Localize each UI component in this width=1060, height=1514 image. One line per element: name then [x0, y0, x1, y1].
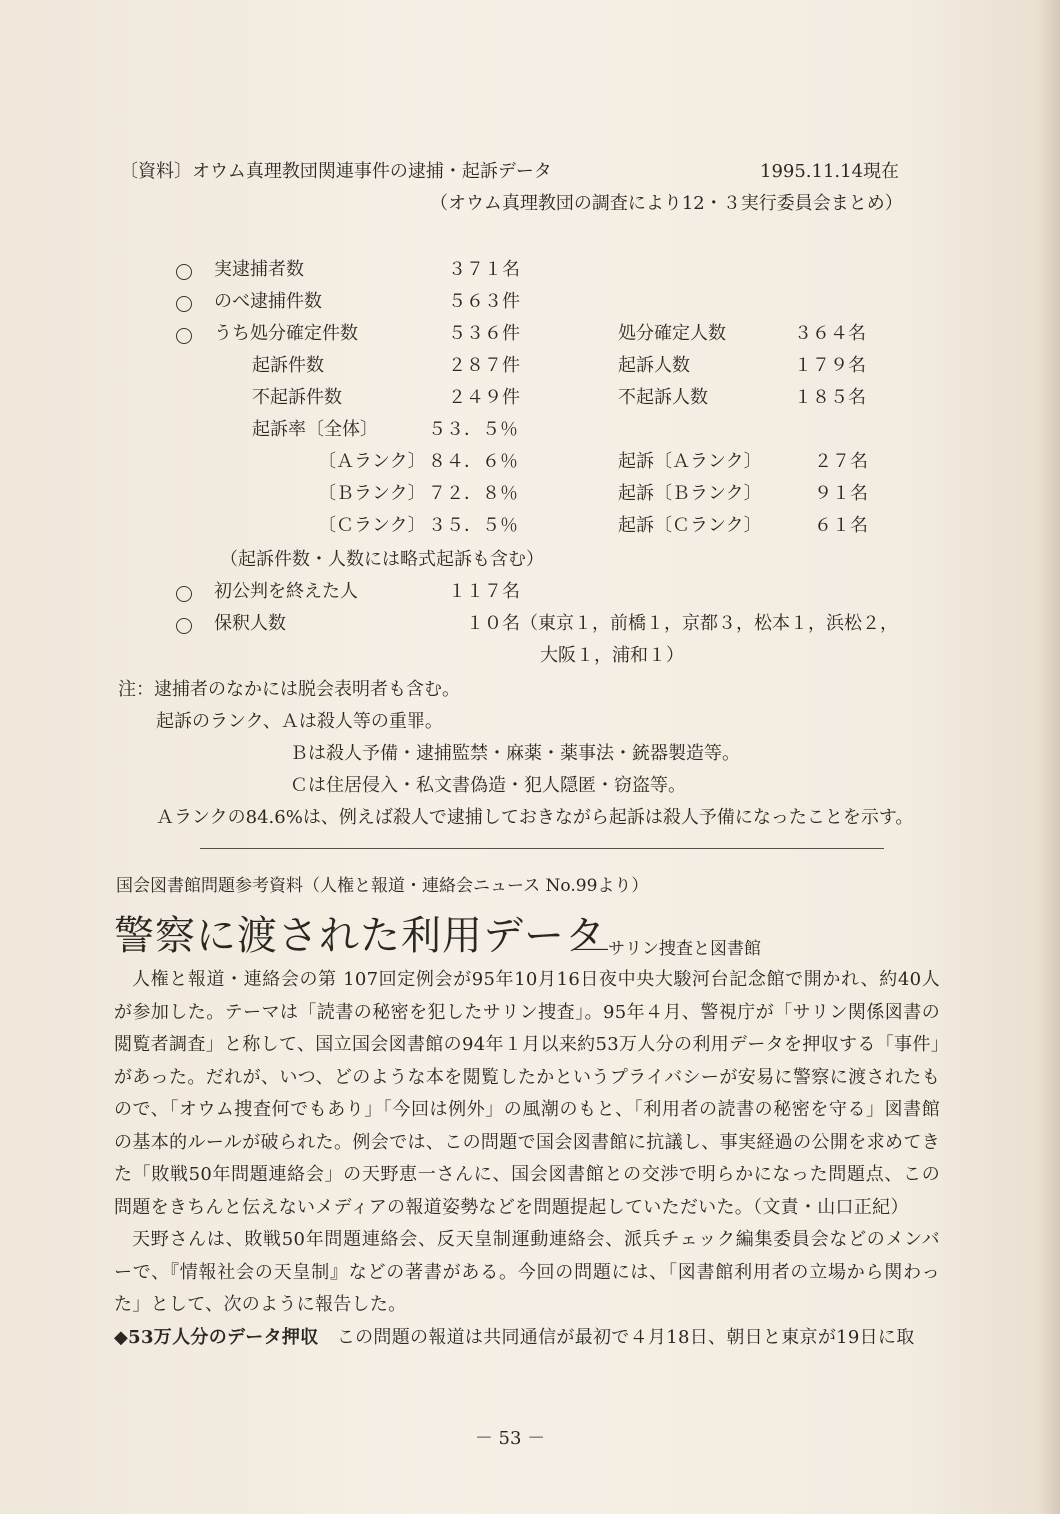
- article-paragraph: 天野さんは、敗戦50年問題連絡会、反天皇制運動連絡会、派兵チェック編集委員会などのメンバーで、『情報社会の天皇制』などの著書がある。今回の問題には、「図書館利用者の立場から関わった」として、次のように報告した。: [114, 1229, 940, 1315]
- stat-value: ３５．５％: [428, 515, 518, 536]
- stat-value: ２７名: [814, 451, 868, 472]
- stat-value: １７９名: [794, 355, 866, 376]
- stat-value: ３６４名: [794, 323, 866, 344]
- divider-rule: [200, 848, 884, 849]
- stat-label: 起訴人数: [618, 355, 690, 376]
- stat-label: 不起訴人数: [618, 387, 708, 408]
- stat-value: ５３．５％: [428, 419, 518, 440]
- note-line: 起訴のランク、Ａは殺人等の重罪。: [156, 711, 443, 732]
- stat-label: 起訴〔Ａランク〕: [618, 451, 762, 472]
- stat-value: ７２．８％: [428, 483, 518, 504]
- bullet-circle-icon: [176, 296, 192, 312]
- article-body: [114, 964, 940, 1354]
- note-line: Ａランクの84.6%は、例えば殺人で逮捕しておきながら起訴は殺人予備になったことを示す。: [156, 807, 914, 828]
- stat-label: 初公判を終えた人: [214, 581, 358, 602]
- page-edge-shadow: [1038, 0, 1060, 1514]
- stat-label: 〔Ａランク〕: [318, 451, 426, 472]
- stat-label: 不起訴件数: [252, 387, 342, 408]
- article-title: 警察に渡された利用データ: [114, 913, 606, 959]
- stat-label: のべ逮捕件数: [214, 291, 322, 312]
- article-kicker: 国会図書館問題参考資料（人権と報道・連絡会ニュース No.99より）: [116, 876, 649, 896]
- stat-value: １８５名: [794, 387, 866, 408]
- stat-label: 起訴件数: [252, 355, 324, 376]
- stat-value-cont: 大阪１，浦和１）: [540, 645, 684, 666]
- bullet-circle-icon: [176, 264, 192, 280]
- bullet-circle-icon: [176, 328, 192, 344]
- note-line: Ｃは住居侵入・私文書偽造・犯人隠匿・窃盗等。: [290, 775, 686, 796]
- stat-value: ３７１名: [448, 259, 520, 280]
- stat-value: ２８７件: [448, 355, 520, 376]
- stat-label: うち処分確定件数: [214, 323, 358, 344]
- article-subtitle: ――サリン捜査と図書館: [574, 939, 761, 959]
- data-date: 1995.11.14現在: [760, 161, 900, 182]
- note-line: 注：逮捕者のなかには脱会表明者も含む。: [118, 679, 460, 700]
- article-paragraph: 人権と報道・連絡会の第 107回定例会が95年10月16日夜中央大駿河台記念館で開かれ、約40人が参加した。テーマは「読書の秘密を犯したサリン捜査」。95年４月、警視庁が「サリン関係図書の閲覧者調査」と称して、国立国会図書館の94年１月以来約53万人分の利用データを押収する「事件」があった。だれが、いつ、どのような本を閲覧したかというプライバシーが安易に警察に渡されたもので、「オウム捜査何でもあり」「今回は例外」の風潮のもと、「利用者の読書の秘密を守る」図書館の基本的ルールが破られた。例会では、この問題で国会図書館に抗議し、事実経過の公開を求めてきた「敗戦50年問題連絡会」の天野恵一さんに、国会図書館との交渉で明らかになった問題点、この問題をきちんと伝えないメディアの報道姿勢などを問題提起していただいた。（文責・山口正紀）: [114, 969, 940, 1218]
- stat-value: １１７名: [448, 581, 520, 602]
- section-heading: ◆53万人分のデータ押収: [114, 1326, 319, 1348]
- stat-value: ６１名: [814, 515, 868, 536]
- stat-note: （起訴件数・人数には略式起訴も含む）: [220, 549, 544, 570]
- stat-label: 〔Ｃランク〕: [318, 515, 426, 536]
- stat-value: １０名（東京１，前橋１，京都３，松本１，浜松２，: [466, 613, 898, 634]
- article-paragraph: [114, 1322, 940, 1355]
- note-line: Ｂは殺人予備・逮捕監禁・麻薬・薬事法・銃器製造等。: [290, 743, 740, 764]
- stat-value: ５３６件: [448, 323, 520, 344]
- stat-value: ８４．６％: [428, 451, 518, 472]
- stat-label: 起訴〔Ｃランク〕: [618, 515, 762, 536]
- stat-value: ２４９件: [448, 387, 520, 408]
- stat-label: 起訴率〔全体〕: [252, 419, 378, 440]
- stat-label: 保釈人数: [214, 613, 286, 634]
- page-number: － 53 －: [474, 1428, 546, 1449]
- stat-label: 起訴〔Ｂランク〕: [618, 483, 762, 504]
- data-source: （オウム真理教団の調査により12・３実行委員会まとめ）: [430, 193, 903, 214]
- bullet-circle-icon: [176, 586, 192, 602]
- stat-label: 実逮捕者数: [214, 259, 304, 280]
- article-text: この問題の報道は共同通信が最初で４月18日、朝日と東京が19日に取: [336, 1326, 915, 1348]
- stat-value: ５６３件: [448, 291, 520, 312]
- bullet-circle-icon: [176, 618, 192, 634]
- stat-label: 処分確定人数: [618, 323, 726, 344]
- stat-label: 〔Ｂランク〕: [318, 483, 426, 504]
- stat-value: ９１名: [814, 483, 868, 504]
- data-title: 〔資料〕オウム真理教団関連事件の逮捕・起訴データ: [120, 161, 552, 182]
